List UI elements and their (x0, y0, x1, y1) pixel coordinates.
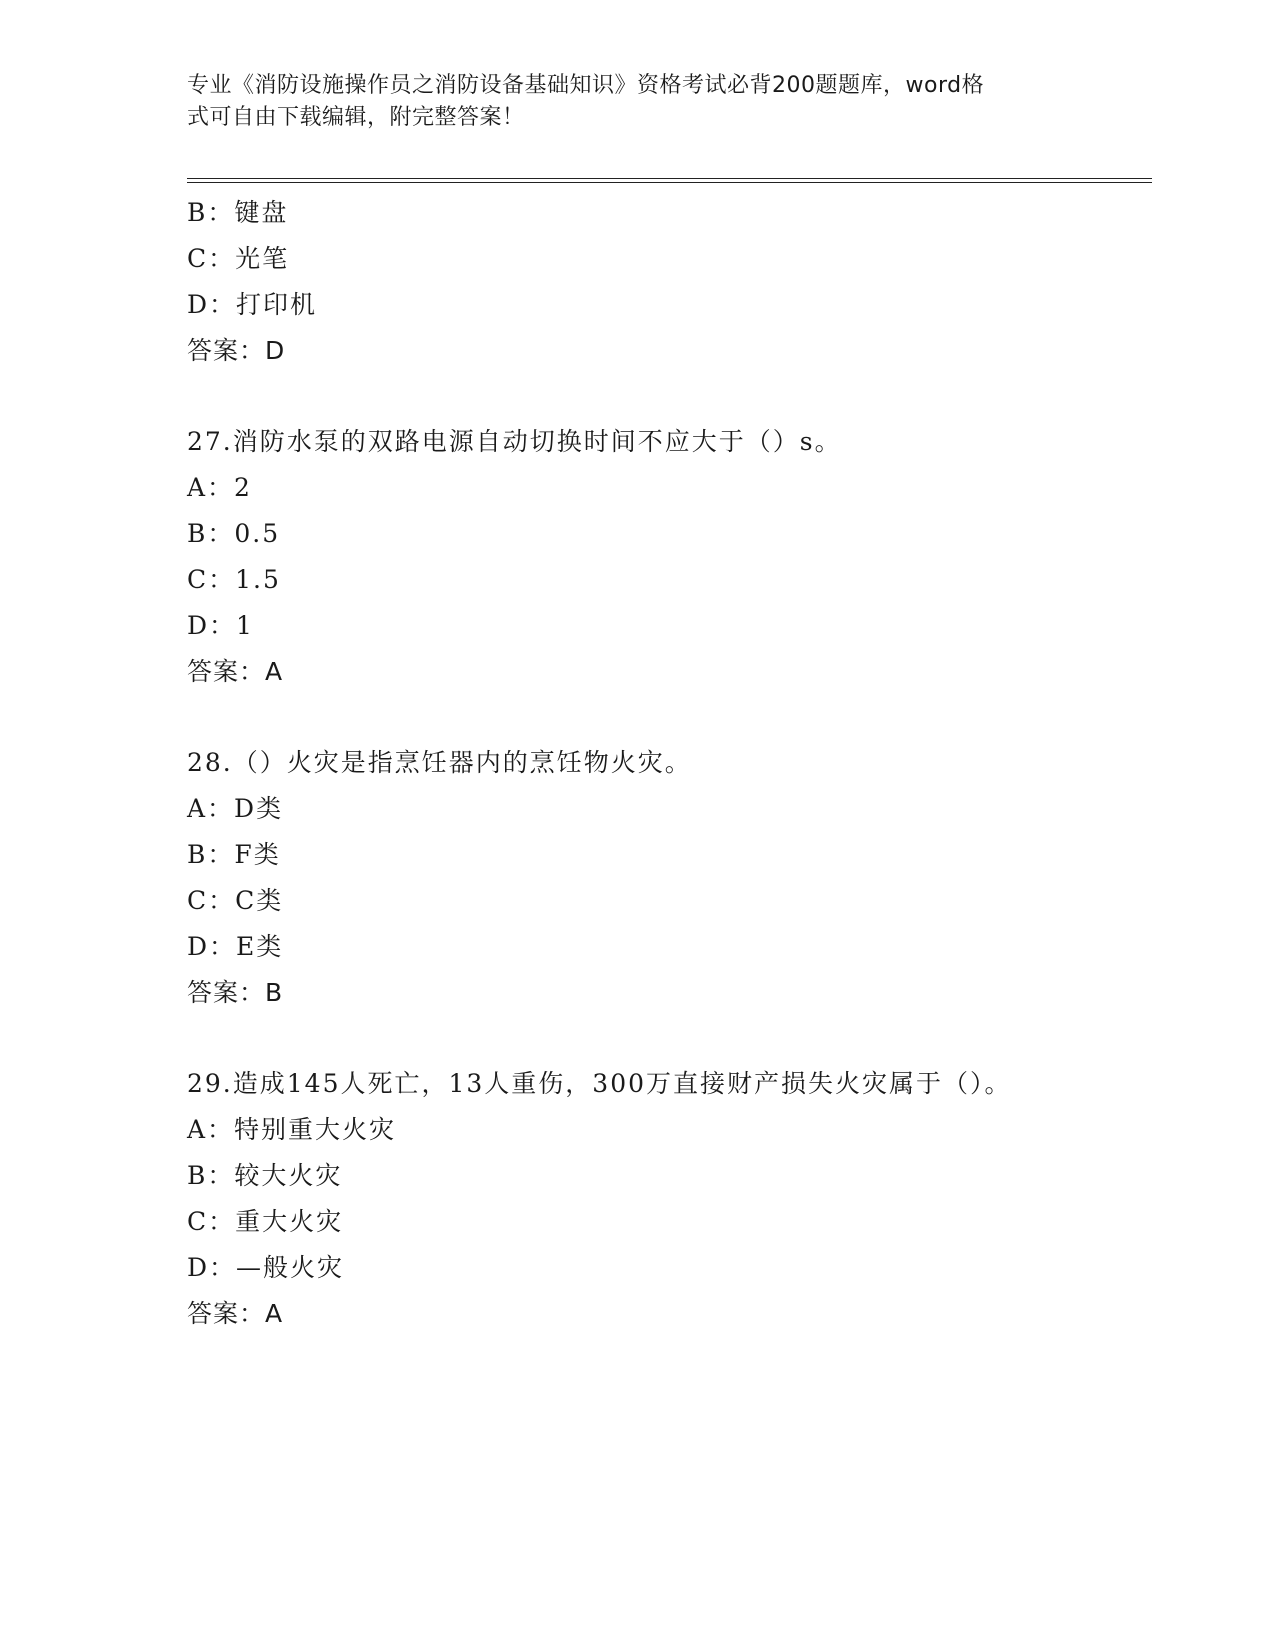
option-a: A：D类 (187, 794, 284, 823)
option-d: D：E类 (187, 932, 284, 961)
answer: 答案：B (187, 978, 284, 1007)
option-a: A：特别重大火灾 (187, 1115, 397, 1144)
header-divider-top (187, 178, 1152, 179)
header-line-1: 专业《消防设施操作员之消防设备基础知识》资格考试必背200题题库，word格 (187, 73, 985, 98)
option-c: C：光笔 (187, 244, 290, 273)
option-b: B：较大火灾 (187, 1161, 343, 1190)
question-27 (187, 419, 1147, 695)
question-28 (187, 740, 1147, 1016)
option-b: B：F类 (187, 840, 281, 869)
option-d: D：打印机 (187, 290, 318, 319)
option-c: C：C类 (187, 886, 284, 915)
document-header (187, 70, 1067, 134)
option-b: B：0.5 (187, 519, 281, 548)
header-line-2: 式可自由下载编辑，附完整答案！ (187, 105, 525, 130)
option-c: C：重大火灾 (187, 1207, 344, 1236)
option-b: B：键盘 (187, 198, 289, 227)
question-29 (187, 1061, 1147, 1337)
carryover-block (187, 190, 1147, 374)
question-text: 28.（）火灾是指烹饪器内的烹饪物火灾。 (187, 748, 692, 777)
question-text: 27.消防水泵的双路电源自动切换时间不应大于（）s。 (187, 427, 842, 456)
option-d: D：—般火灾 (187, 1253, 345, 1282)
answer: 答案：D (187, 336, 286, 365)
option-a: A：2 (187, 473, 252, 502)
option-c: C：1.5 (187, 565, 281, 594)
answer: 答案：A (187, 1299, 284, 1328)
question-text: 29.造成145人死亡，13人重伤，300万直接财产损失火灾属于（）。 (187, 1069, 1012, 1098)
option-d: D：1 (187, 611, 254, 640)
question-list (187, 190, 1147, 1337)
header-divider-bottom (187, 182, 1152, 183)
answer: 答案：A (187, 657, 284, 686)
